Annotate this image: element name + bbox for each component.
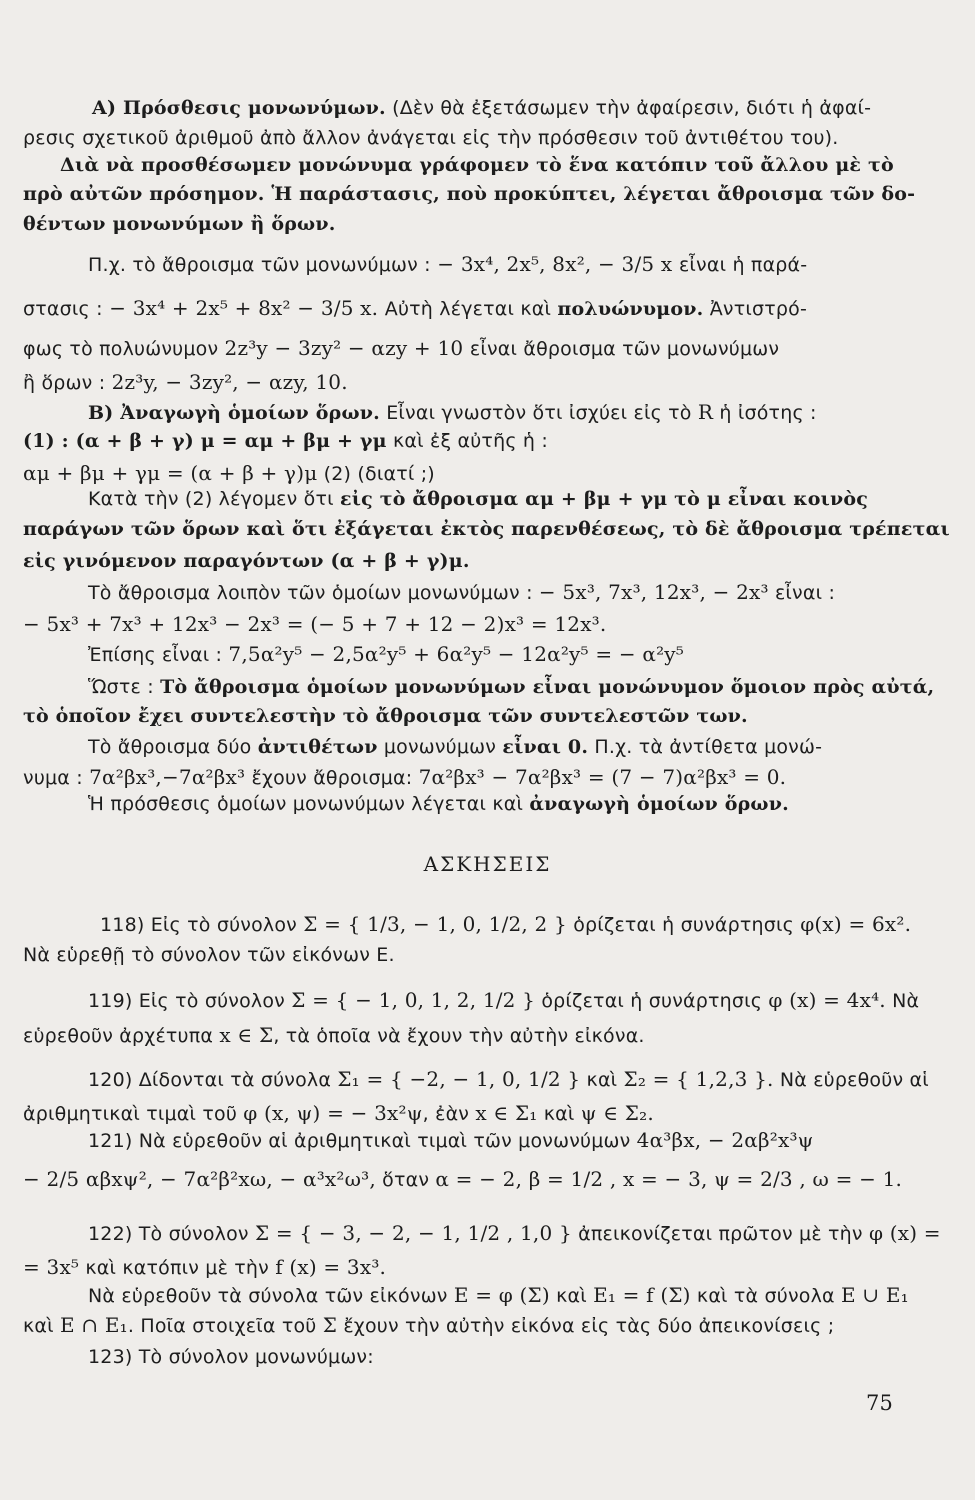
text-segment: Εἶναι γνωστὸν ὅτι ἰσχύει εἰς τὸ [379,402,698,424]
page-number: 75 [866,1391,894,1415]
text-segment: ἀναγωγὴ ὁμοίων ὅρων. [529,793,789,815]
text-segment: φως τὸ πολυώνυμον [23,338,225,360]
text-segment: Ὥστε : [88,676,161,698]
text-line [23,127,839,149]
text-line [88,1283,909,1307]
text-line [23,1023,645,1047]
text-segment: 7α²βx³,−7α²βx³ [89,765,246,789]
text-segment: Κατὰ τὴν (2) λέγομεν ὅτι [88,488,340,510]
text-segment: 119) Εἰς τὸ σύνολον [88,990,292,1012]
text-segment: ἔχουν τὴν αὐτὴν εἰκόνα εἰς τὰς δύο ἀπεικονίσεις ; [337,1315,835,1337]
text-line [23,1101,654,1125]
text-segment: καὶ [580,1069,624,1091]
text-segment: x ∈ Σ [219,1023,274,1047]
text-segment: τὸ ὁποῖον ἔχει συντελεστὴν τὸ ἄθροισμα τῶν συντελεστῶν των. [23,705,748,727]
text-segment: R [697,400,714,424]
text-segment: Αὐτὴ λέγεται καὶ [384,298,558,320]
text-segment: Νὰ εὑρεθῇ τὸ σύνολον τῶν εἰκόνων Ε. [23,944,395,966]
text-line [88,252,807,276]
text-segment: α = − 2, β = 1/2 , x = − 3, ψ = 2/3 , ω = − 1. [435,1167,903,1191]
text-segment: E₁ = f (Σ) [593,1283,691,1307]
text-segment: εἶναι : [768,582,836,604]
text-segment: πρὸ αὐτῶν πρόσημον. Ἡ παράστασις, ποὺ προκύπτει, λέγεται ἄθροισμα τῶν δο- [23,183,916,205]
text-line [23,705,748,727]
text-segment: (Δὲν θὰ ἐξετάσωμεν τὴν ἀφαίρεσιν, διότι ἡ ἀφαί- [385,97,872,119]
text-segment: E = φ (Σ) [453,1283,550,1307]
text-segment: Σ = { − 3, − 2, − 1, 1/2 , 1,0 } [254,1221,572,1245]
text-segment: Π.χ. τὸ ἄθροισμα τῶν μονωνύμων : [88,254,431,276]
text-segment: καὶ [537,1103,581,1125]
text-segment: 121) Νὰ εὑρεθοῦν αἱ ἀριθμητικαὶ τιμαὶ τῶν μονωνύμων [88,1130,637,1152]
text-segment: Νὰ εὑρεθοῦν αἱ [773,1069,929,1091]
text-segment: A) Πρόσθεσις μονωνύμων. [92,97,386,119]
text-segment: Σ = { − 1, 0, 1, 2, 1/2 } [291,988,536,1012]
text-line [88,736,822,758]
text-segment: = 3x⁵ [23,1255,80,1279]
text-line [88,488,868,510]
text-segment: ὁρίζεται ἡ συνάρτησις [535,990,769,1012]
text-segment: f (x) = 3x³. [275,1255,387,1279]
text-segment: ὁρίζεται ἡ συνάρτησις [566,914,801,936]
text-segment: Ἐπίσης εἶναι : [88,644,229,666]
text-segment: Π.χ. τὰ ἀντίθετα μονώ- [588,736,823,758]
text-segment: 7α²βx³ − 7α²βx³ = (7 − 7)α²βx³ = 0. [418,765,787,789]
text-line [92,97,871,119]
text-segment: αμ + βμ + γμ = (α + β + γ)μ [23,461,318,485]
text-line [23,612,606,636]
text-segment: καὶ [23,1315,60,1337]
text-segment: φ (x) = [868,1221,941,1245]
text-segment: E ∩ E₁ [60,1313,128,1337]
text-segment: καὶ ἐξ αὐτῆς ἡ : [386,430,548,452]
text-segment: 7,5α²y⁵ − 2,5α²y⁵ + 6α²y⁵ − 12α²y⁵ = − α²y⁵ [228,642,684,666]
text-line [23,1313,834,1337]
text-segment: φ (x, ψ) = − 3x²ψ [243,1101,423,1125]
text-segment: Νὰ [885,990,920,1012]
text-segment: παράγων τῶν ὅρων καὶ ὅτι ἐξάγεται ἐκτὸς παρενθέσεως, τὸ δὲ ἄθροισμα τρέπεται [23,518,950,540]
text-line [88,400,817,424]
text-segment: Νὰ εὑρεθοῦν τὰ σύνολα τῶν εἰκόνων [88,1285,454,1307]
text-segment: ἀντιθέτων [257,736,378,758]
text-segment: . Ποῖα στοιχεῖα τοῦ [127,1315,323,1337]
text-segment: εἰς τὸ ἄθροισμα αμ + βμ + γμ τὸ μ εἶναι κοινὸς [340,488,869,510]
text-segment: Τὸ ἄθροισμα ὁμοίων μονωνύμων εἶναι μονώνυμον ὅμοιον πρὸς αὐτά, [160,676,935,698]
text-segment: B) Ἀναγωγὴ ὁμοίων ὅρων. [88,402,380,424]
text-segment: − 3x⁴, 2x⁵, 8x², − 3/5 x [430,252,679,276]
text-line [23,1255,386,1279]
text-line [0,852,975,876]
text-segment: (2) (διατί ;) [317,463,435,485]
text-segment: φ(x) = 6x². [800,912,912,936]
text-segment: ἀριθμητικαὶ τιμαὶ τοῦ [23,1103,244,1125]
text-segment: 118) Εἰς τὸ σύνολον [100,914,304,936]
text-segment: − 5x³ + 7x³ + 12x³ − 2x³ = (− 5 + 7 + 12 − 2)x³ = 12x³. [23,612,607,636]
text-segment: εἰς γινόμενον παραγόντων (α + β + γ)μ. [23,550,470,572]
text-segment: ἔχουν ἄθροισμα: [245,767,419,789]
text-segment: , τὰ ὁποῖα νὰ ἔχουν τὴν αὐτὴν εἰκόνα. [273,1025,645,1047]
text-line [60,154,894,176]
text-line [88,580,835,604]
text-segment: Σ [322,1313,338,1337]
text-line [88,676,934,698]
text-segment: Σ = { 1/3, − 1, 0, 1/2, 2 } [303,912,567,936]
text-segment: θέντων μονωνύμων ἢ ὅρων. [23,213,336,235]
text-segment: φ (x) = 4x⁴. [768,988,886,1012]
text-segment: νυμα : [23,767,90,789]
text-line [23,336,779,360]
text-line [100,912,911,936]
text-line [23,765,786,789]
text-line [88,1128,814,1152]
text-line [23,550,470,572]
text-line [23,430,548,452]
text-line [23,296,807,320]
text-segment: Διὰ νὰ προσθέσωμεν μονώνυμα γράφομεν τὸ ἕνα κατόπιν τοῦ ἄλλου μὲ τὸ [60,154,894,176]
text-segment: Τὸ ἄθροισμα λοιπὸν τῶν ὁμοίων μονωνύμων : [88,582,539,604]
text-segment: καὶ [549,1285,594,1307]
text-segment: 2z³y − 3zy² − αzy + 10 [224,336,470,360]
text-segment: ΑΣΚΗΣΕΙΣ [423,852,552,876]
text-line [88,1067,929,1091]
text-segment: εἶναι ἄθροισμα τῶν μονωνύμων [469,338,780,360]
text-segment: , ἐὰν [422,1103,476,1125]
text-segment: εἶναι 0. [502,736,589,758]
text-segment: καὶ κατόπιν μὲ τὴν [79,1257,276,1279]
text-segment: Σ₂ = { 1,2,3 }. [623,1067,774,1091]
text-line [88,793,789,815]
text-segment: 122) Τὸ σύνολον [88,1223,255,1245]
text-segment: εἶναι ἡ παρά- [678,254,808,276]
text-segment: ὅταν [375,1169,436,1191]
text-line [88,988,919,1012]
text-segment: Ἀντιστρό- [703,298,808,320]
text-segment: στασις : [23,298,103,320]
text-segment: 120) Δίδονται τὰ σύνολα [88,1069,338,1091]
text-line [23,370,348,394]
text-segment: Τὸ ἄθροισμα δύο [88,736,258,758]
text-segment: ἀπεικονίζεται πρῶτον μὲ τὴν [571,1223,869,1245]
text-segment: − 2/5 αβxψ², − 7α²β²xω, − α³x²ω³, [23,1167,376,1191]
text-segment: εὑρεθοῦν ἀρχέτυπα [23,1025,220,1047]
text-segment: 4α³βx, − 2αβ²x³ψ [636,1128,814,1152]
text-segment: πολυώνυμον. [557,298,704,320]
text-line [23,461,435,485]
text-segment: (1) : (α + β + γ) μ = αμ + βμ + γμ [23,430,387,452]
text-segment: − 5x³, 7x³, 12x³, − 2x³ [538,580,769,604]
text-line [88,1221,941,1245]
text-line [23,183,915,205]
text-line [23,944,395,966]
text-line [23,1167,902,1191]
text-segment: E ∪ E₁ [841,1283,909,1307]
text-line [23,213,336,235]
text-segment: ἡ ἰσότης : [713,402,817,424]
text-segment: καὶ τὰ σύνολα [690,1285,842,1307]
text-line [23,518,950,540]
text-segment: ρεσις σχετικοῦ ἀριθμοῦ ἀπὸ ἄλλον ἀνάγεται εἰς τὴν πρόσθεσιν τοῦ ἀντιθέτου του). [23,127,839,149]
text-segment: ἢ ὅρων : [23,372,112,394]
text-segment: x ∈ Σ₁ [475,1101,538,1125]
text-segment: ψ ∈ Σ₂. [580,1101,654,1125]
text-segment: − 3x⁴ + 2x⁵ + 8x² − 3/5 x. [102,296,385,320]
text-segment: Σ₁ = { −2, − 1, 0, 1/2 } [337,1067,581,1091]
text-line [88,1346,374,1368]
text-segment: 2z³y, − 3zy², − αzy, 10. [111,370,348,394]
text-segment: Ἡ πρόσθεσις ὁμοίων μονωνύμων λέγεται καὶ [88,793,530,815]
text-segment: 123) Τὸ σύνολον μονωνύμων: [88,1346,374,1368]
text-segment: μονωνύμων [377,736,503,758]
text-line [88,642,684,666]
